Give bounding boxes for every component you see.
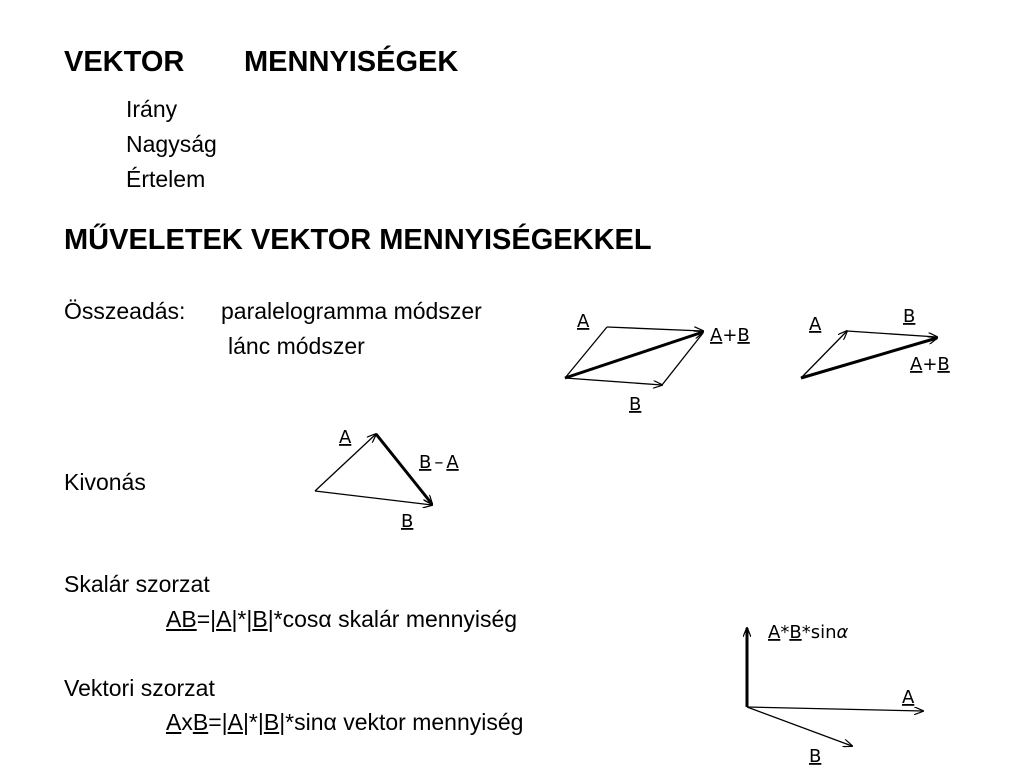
label-diff-minus: – xyxy=(434,452,444,473)
formula-tail: |*cosα skalár mennyiség xyxy=(267,606,518,632)
addition-method-chain: lánc módszer xyxy=(228,333,365,359)
label-b: B xyxy=(629,394,642,415)
formula-vector-a: A xyxy=(166,606,182,632)
formula-cross: x xyxy=(181,709,193,735)
vector-product-label: Vektori szorzat xyxy=(64,675,215,701)
formula-tail: |*sinα vektor mennyiség xyxy=(279,709,524,735)
parallelogram-diagram xyxy=(565,311,750,415)
formula-eq: =| xyxy=(208,709,228,735)
title-mennyisegek: MENNYISÉGEK xyxy=(244,46,459,78)
formula-eq: =| xyxy=(196,606,217,632)
label-sum-plus: + xyxy=(922,354,938,375)
vector-b-arrow xyxy=(315,491,432,505)
formula-abs-a: A xyxy=(227,709,243,735)
label-top-a: A xyxy=(768,622,781,643)
chain-diagram xyxy=(801,306,950,378)
vector-a-translated-arrow xyxy=(662,333,703,385)
formula-mid: |*| xyxy=(242,709,264,735)
label-a: A xyxy=(902,687,915,708)
vector-b-translated-arrow xyxy=(607,327,703,331)
operations-heading: MŰVELETEK VEKTOR MENNYISÉGEKKEL xyxy=(64,224,652,256)
label-cross-product xyxy=(768,622,848,643)
formula-vector-b: B xyxy=(192,709,209,735)
label-a: A xyxy=(339,427,352,448)
label-star: * xyxy=(780,622,790,643)
addition-label: Összeadás: xyxy=(64,298,186,324)
label-alpha: α xyxy=(836,622,849,643)
label-a: A xyxy=(809,314,822,335)
label-difference xyxy=(419,452,459,473)
subtraction-diagram xyxy=(315,427,459,532)
sum-vector-arrow xyxy=(565,332,703,378)
label-sum xyxy=(910,354,950,375)
label-b: B xyxy=(903,306,916,327)
subtraction-label: Kivonás xyxy=(64,469,146,495)
vector-b-arrow xyxy=(847,331,937,337)
property-magnitude: Nagyság xyxy=(126,131,217,157)
vector-b-arrow xyxy=(747,707,852,746)
label-top-b: B xyxy=(789,622,802,643)
property-direction: Irány xyxy=(126,96,178,122)
label-b: B xyxy=(401,511,414,532)
title-vektor: VEKTOR xyxy=(64,46,185,78)
formula-vector-a: A xyxy=(166,709,182,735)
label-sum-b: B xyxy=(737,325,750,346)
label-diff-a: A xyxy=(446,452,459,473)
vector-b-arrow xyxy=(565,378,662,385)
vector-a-arrow xyxy=(747,707,923,711)
addition-method-parallelogram: paralelogramma módszer xyxy=(221,298,482,324)
cross-product-diagram xyxy=(747,622,923,767)
formula-abs-b: B xyxy=(263,709,280,735)
label-sum-b: B xyxy=(937,354,950,375)
label-sin: *sin xyxy=(801,622,837,643)
label-sum-plus: + xyxy=(722,325,738,346)
formula-vector-b: B xyxy=(181,606,197,632)
label-sum-a: A xyxy=(710,325,723,346)
formula-abs-b: B xyxy=(252,606,268,632)
label-diff-b: B xyxy=(419,452,432,473)
label-sum xyxy=(710,325,750,346)
scalar-product-label: Skalár szorzat xyxy=(64,571,210,597)
formula-mid: |*| xyxy=(231,606,253,632)
label-a: A xyxy=(577,311,590,332)
label-sum-a: A xyxy=(910,354,923,375)
formula-abs-a: A xyxy=(216,606,232,632)
label-b: B xyxy=(809,746,822,767)
property-sense: Értelem xyxy=(126,166,206,192)
